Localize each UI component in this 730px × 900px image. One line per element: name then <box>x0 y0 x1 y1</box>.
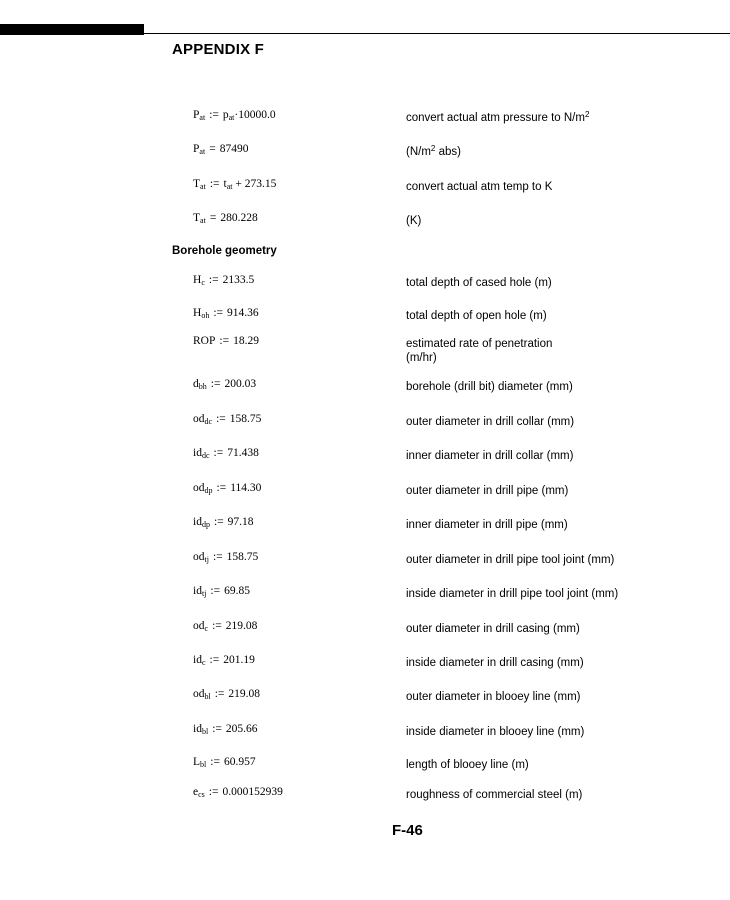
equation-sym: id <box>193 585 202 597</box>
equation-op: := <box>208 786 219 798</box>
equation-rhs-pre: 97.18 <box>227 516 254 528</box>
equation-sub: at <box>200 216 206 225</box>
description-desc-pre: inner diameter in drill pipe (mm) <box>406 519 568 531</box>
description-desc-pre: outer diameter in drill pipe (mm) <box>406 485 569 497</box>
description <box>406 755 529 772</box>
equation-sym: P <box>193 109 200 121</box>
equation <box>193 412 261 429</box>
equation-op: := <box>209 109 219 121</box>
equation-sym: T <box>193 212 201 224</box>
equation-sub: at <box>199 147 206 156</box>
equation-rhs-pre: p <box>222 109 229 121</box>
equation-op: := <box>208 274 219 286</box>
description-desc-pre: inner diameter in drill collar (mm) <box>406 450 574 462</box>
equation <box>193 550 258 567</box>
equation-op: := <box>212 620 222 632</box>
description-desc-pre: convert actual atm temp to K <box>406 181 553 193</box>
equation-op: := <box>212 551 223 563</box>
equation <box>193 211 258 228</box>
page-number: F-46 <box>392 822 423 839</box>
description-line2: (m/hr) <box>406 352 437 364</box>
equation-sub: c <box>201 658 206 667</box>
description <box>406 584 618 601</box>
description <box>406 722 584 739</box>
description-desc-sup: 2 <box>584 110 590 119</box>
description-desc-pre: length of blooey line (m) <box>406 759 529 771</box>
equation-sym: L <box>193 756 201 768</box>
description <box>406 653 584 670</box>
equation-sym: d <box>193 378 199 390</box>
description-desc-pre: borehole (drill bit) diameter (mm) <box>406 381 573 393</box>
equation-rhs-pre: 158.75 <box>229 413 262 425</box>
description <box>406 142 461 159</box>
description <box>406 619 580 636</box>
description-desc-pre: outer diameter in blooey line (mm) <box>406 691 581 703</box>
equation <box>193 273 254 290</box>
equation <box>193 515 254 532</box>
description <box>406 515 568 532</box>
equation-sub: dc <box>201 451 210 460</box>
equation-rhs-sub: at <box>228 113 235 122</box>
description-desc-pre: total depth of cased hole (m) <box>406 277 552 289</box>
equation-op: := <box>212 723 222 735</box>
equation-op: := <box>216 482 227 494</box>
equation-sub: tj <box>204 555 209 564</box>
appendix-title: APPENDIX F <box>172 41 265 58</box>
equation-rhs-post: + 273.15 <box>232 178 277 190</box>
description-desc-pre: convert actual atm pressure to N/m <box>406 112 585 124</box>
equation <box>193 755 256 772</box>
equation-op: := <box>214 688 225 700</box>
equation-rhs-pre: 219.08 <box>225 620 258 632</box>
equation-rhs-pre: 18.29 <box>233 335 259 347</box>
description <box>406 334 552 365</box>
equation <box>193 481 261 498</box>
equation-rhs-pre: 914.36 <box>227 307 259 319</box>
equation <box>193 377 256 394</box>
description-desc-pre: (N/m <box>406 146 431 158</box>
equation-sym: e <box>193 786 199 798</box>
equation-rhs-pre: 71.438 <box>227 447 259 459</box>
equation <box>193 108 276 125</box>
header-bar <box>0 24 144 35</box>
description-desc-pre: outer diameter in drill collar (mm) <box>406 416 575 428</box>
description <box>406 108 589 125</box>
equation-sym: H <box>193 307 202 319</box>
equation-rhs-pre: 60.957 <box>223 756 256 768</box>
equation-sub: bl <box>201 727 209 736</box>
equation <box>193 306 259 323</box>
equation <box>193 334 259 351</box>
description-desc-pre: estimated rate of penetration <box>406 338 553 350</box>
description-desc-pre: roughness of commercial steel (m) <box>406 789 583 801</box>
description <box>406 377 573 394</box>
description <box>406 306 547 323</box>
equation-sym: od <box>193 482 205 494</box>
equation-rhs-pre: 219.08 <box>228 688 261 700</box>
equation-rhs-pre: t <box>223 178 227 190</box>
equation <box>193 584 250 601</box>
equation-sub: c <box>204 624 209 633</box>
equation-op: := <box>210 378 221 390</box>
equation-sym: od <box>193 551 205 563</box>
description-desc-pre: total depth of open hole (m) <box>406 310 547 322</box>
equation-rhs-pre: 280.228 <box>220 212 258 224</box>
equation <box>193 785 283 802</box>
equation-sub: dc <box>204 417 213 426</box>
equation-op: := <box>219 335 230 347</box>
equation-sym: od <box>193 413 205 425</box>
description-desc-pre: inside diameter in blooey line (mm) <box>406 726 585 738</box>
equation-sub: dp <box>204 486 213 495</box>
equation-sym: id <box>193 723 202 735</box>
equation-op: := <box>210 585 221 597</box>
equation-rhs-sub: at <box>226 182 233 191</box>
equation-sub: bl <box>200 760 207 769</box>
description-desc-pre: outer diameter in drill casing (mm) <box>406 623 580 635</box>
equation-sub: at <box>199 113 206 122</box>
description <box>406 481 568 498</box>
equation <box>193 722 258 739</box>
equation-rhs-pre: 2133.5 <box>222 274 255 286</box>
section-heading: Borehole geometry <box>172 245 277 257</box>
equation-sym: P <box>193 143 200 155</box>
description <box>406 446 573 463</box>
equation-sub: at <box>200 182 206 191</box>
equation-sub: bh <box>198 382 207 391</box>
equation-sub: c <box>201 278 205 287</box>
description-desc-pre: inside diameter in drill casing (mm) <box>406 657 584 669</box>
equation-rhs-pre: 69.85 <box>224 585 250 597</box>
equation <box>193 177 276 194</box>
equation-op: = <box>209 143 216 155</box>
equation-op: := <box>213 447 224 459</box>
equation <box>193 142 248 159</box>
description <box>406 211 421 228</box>
equation-sym: T <box>193 178 201 190</box>
description-desc-pre: (K) <box>406 215 422 227</box>
equation-op: := <box>209 178 220 190</box>
equation-op: = <box>209 212 217 224</box>
description <box>406 550 614 567</box>
equation-sym: id <box>193 516 202 528</box>
equation <box>193 619 257 636</box>
description-desc-post: abs) <box>435 146 461 158</box>
equation-rhs-pre: 200.03 <box>224 378 257 390</box>
description <box>406 687 581 704</box>
equation-sym: H <box>193 274 202 286</box>
description <box>406 785 582 802</box>
equation-rhs-pre: 201.19 <box>223 654 255 666</box>
equation-op: := <box>216 413 226 425</box>
equation-rhs-pre: 205.66 <box>225 723 258 735</box>
equation-rhs-pre: 0.000152939 <box>222 786 283 798</box>
description <box>406 177 552 194</box>
equation <box>193 687 260 704</box>
equation-rhs-pre: 158.75 <box>226 551 259 563</box>
equation-op: := <box>213 516 224 528</box>
equation-sub: oh <box>201 311 210 320</box>
equation-sub: cs <box>198 790 205 799</box>
equation-sym: od <box>193 620 205 632</box>
equation-sub: bl <box>204 692 211 701</box>
equation-sym: id <box>193 654 202 666</box>
description-desc-pre: inside diameter in drill pipe tool joint (mm) <box>406 588 619 600</box>
equation-rhs-pre: 114.30 <box>230 482 262 494</box>
equation-sub: dp <box>201 520 210 529</box>
equation-sym: ROP <box>193 335 216 347</box>
equation-rhs-pre: 87490 <box>219 143 249 155</box>
equation-sub: tj <box>201 589 207 598</box>
equation-sym: id <box>193 447 202 459</box>
description-desc-sup: 2 <box>430 144 436 153</box>
equation-op: := <box>209 654 220 666</box>
equation <box>193 446 259 463</box>
equation-rhs-post: ·10000.0 <box>234 109 276 121</box>
equation-op: := <box>213 307 223 319</box>
description-desc-pre: outer diameter in drill pipe tool joint (mm) <box>406 554 615 566</box>
description <box>406 412 574 429</box>
header-rule <box>144 33 730 34</box>
description <box>406 273 552 290</box>
equation-op: := <box>210 756 220 768</box>
equation <box>193 653 255 670</box>
equation-sym: od <box>193 688 205 700</box>
